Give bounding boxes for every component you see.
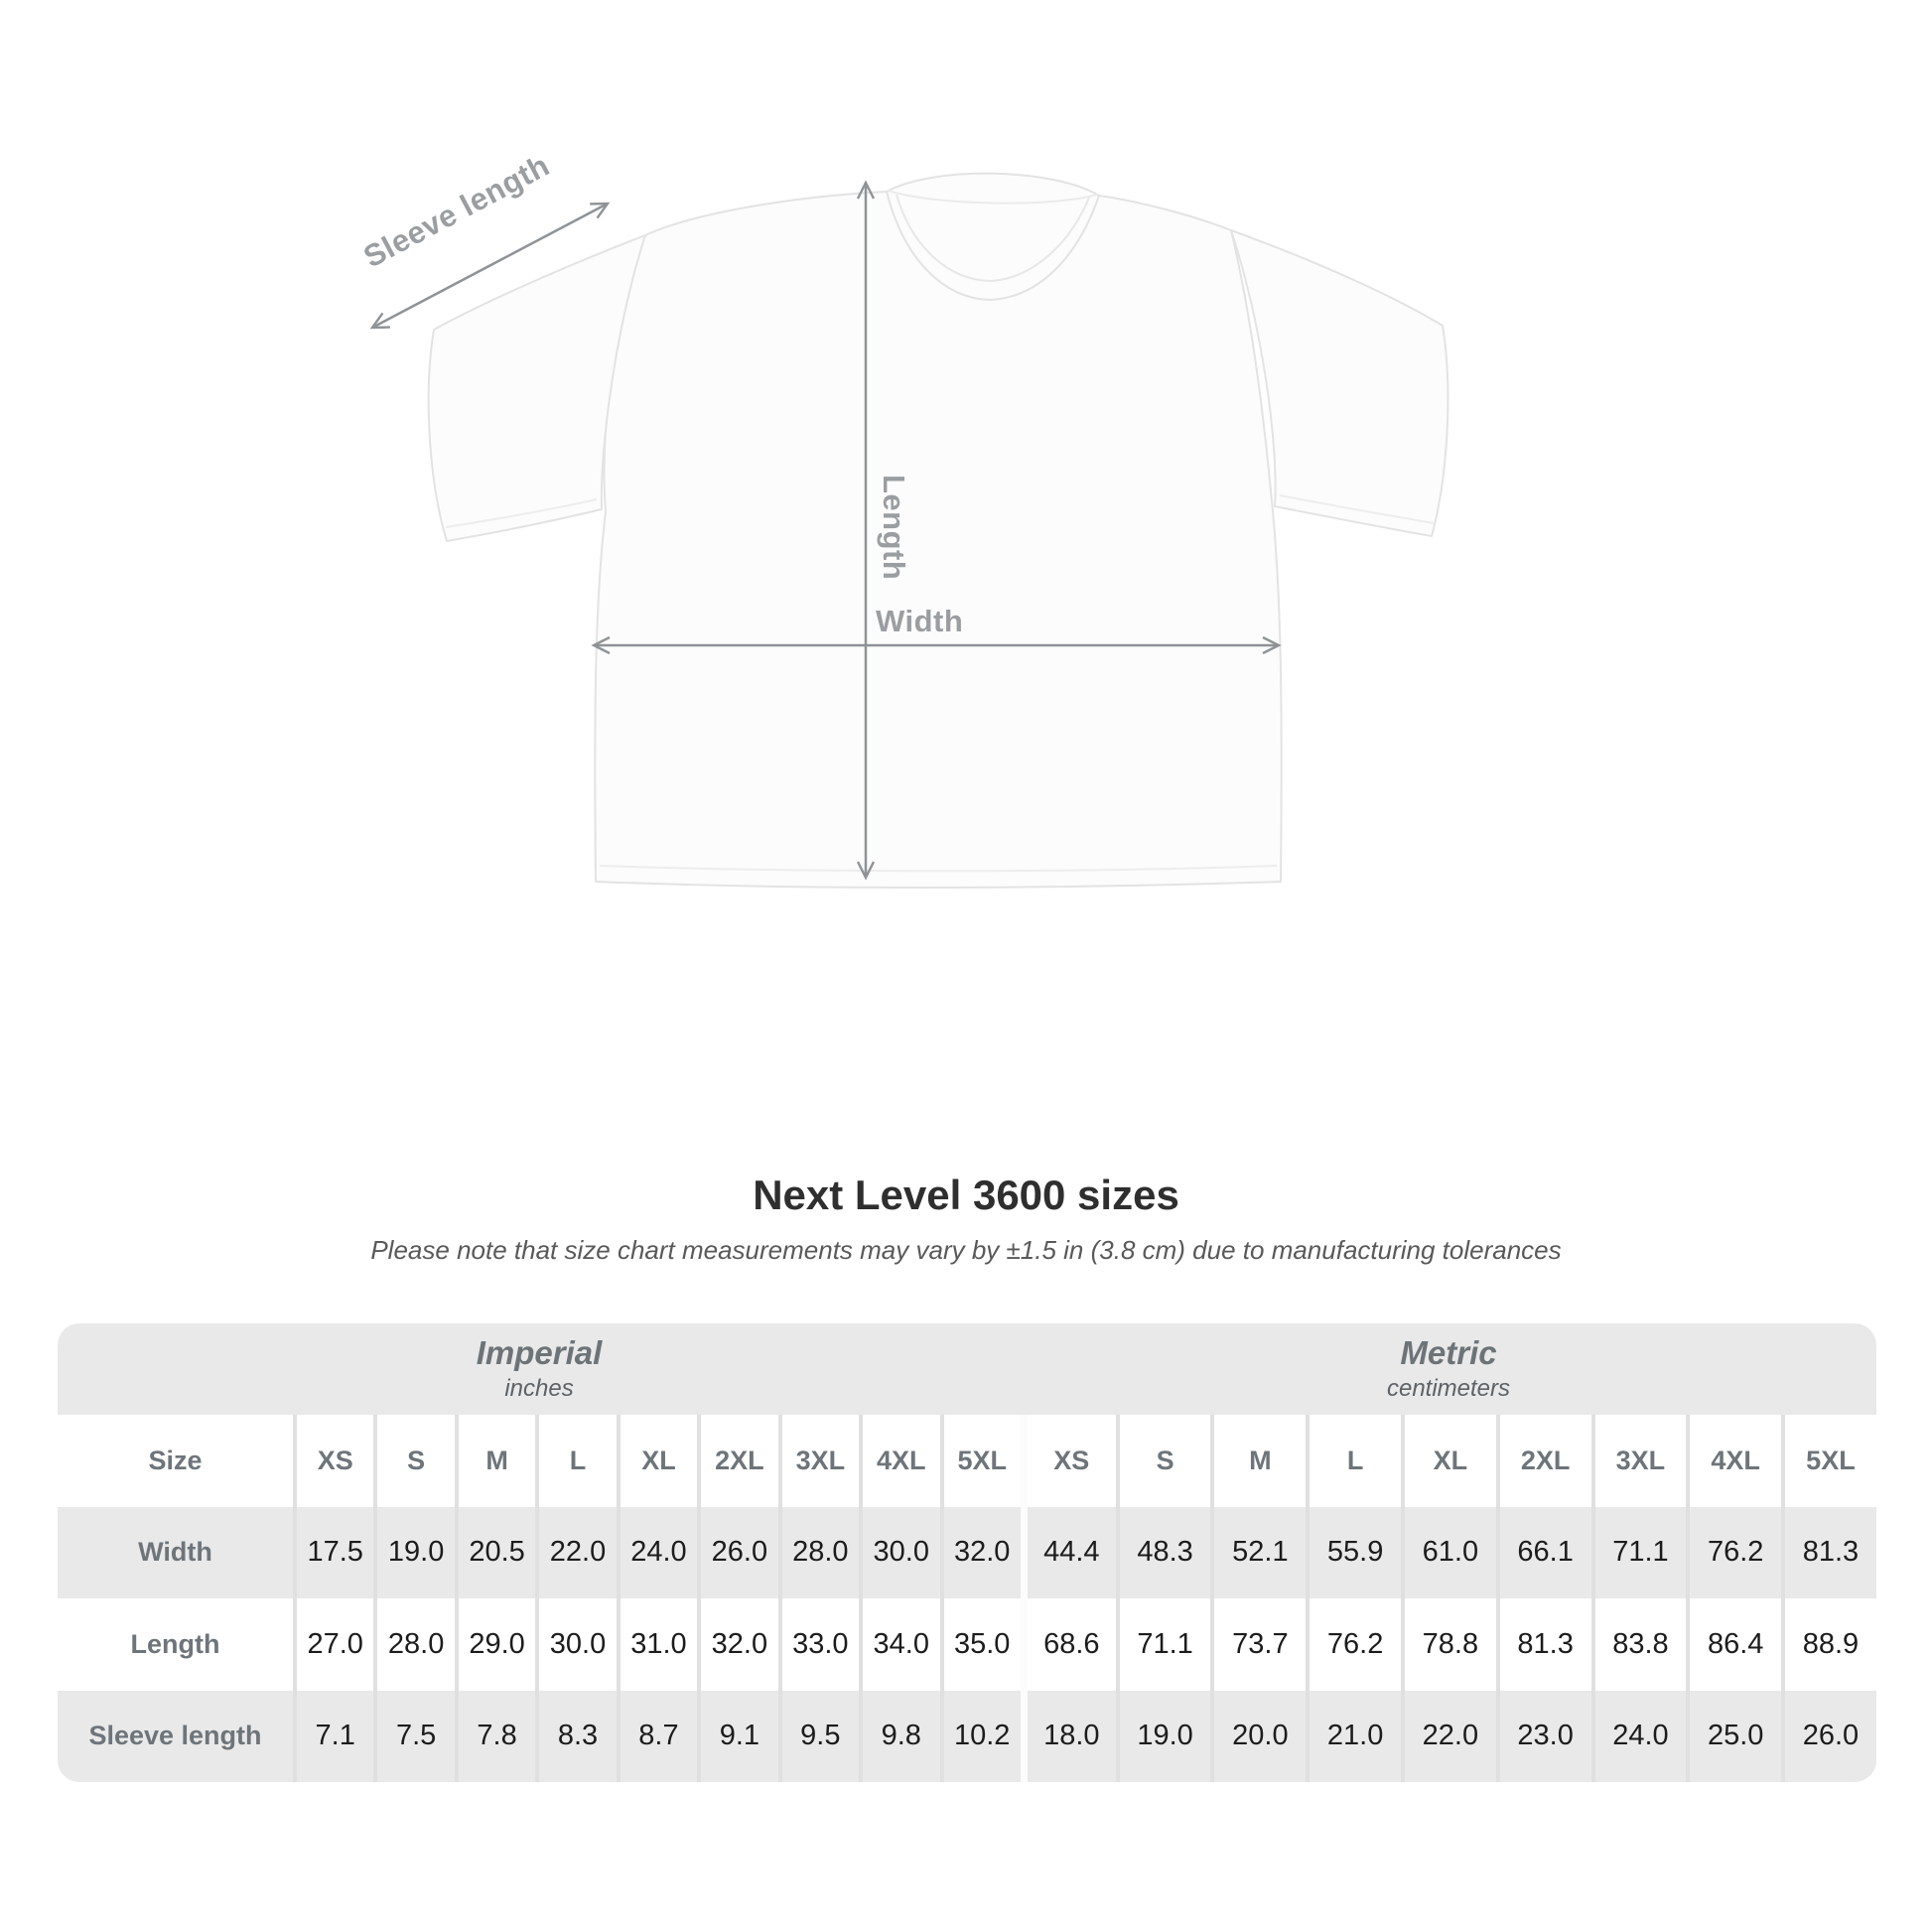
value-cell: 68.6 bbox=[1021, 1598, 1116, 1691]
page-title: Next Level 3600 sizes bbox=[753, 1172, 1179, 1218]
col-header-imperial-2XL: 2XL bbox=[697, 1415, 777, 1507]
value-cell: 20.5 bbox=[455, 1507, 535, 1599]
col-header-metric-5XL: 5XL bbox=[1781, 1415, 1876, 1507]
value-cell: 24.0 bbox=[1591, 1691, 1687, 1783]
value-cell: 66.1 bbox=[1496, 1507, 1591, 1599]
col-header-metric-XL: XL bbox=[1401, 1415, 1496, 1507]
value-cell: 73.7 bbox=[1210, 1598, 1306, 1691]
value-cell: 7.1 bbox=[293, 1691, 373, 1783]
value-cell: 88.9 bbox=[1781, 1598, 1876, 1691]
value-cell: 21.0 bbox=[1306, 1691, 1401, 1783]
unit-group-metric bbox=[1021, 1323, 1876, 1415]
value-cell: 83.8 bbox=[1591, 1598, 1687, 1691]
col-header-imperial-4XL: 4XL bbox=[859, 1415, 939, 1507]
row-label: Length bbox=[130, 1628, 220, 1659]
value-cell: 27.0 bbox=[293, 1598, 373, 1691]
row-label: Width bbox=[138, 1537, 212, 1568]
value-cell: 8.3 bbox=[535, 1691, 616, 1783]
value-cell: 20.0 bbox=[1210, 1691, 1306, 1783]
heading-block bbox=[0, 1172, 1932, 1265]
unit-band bbox=[58, 1323, 1876, 1415]
value-cell: 9.8 bbox=[859, 1691, 939, 1783]
size-table-rows bbox=[58, 1415, 1876, 1782]
sleeve-length-label: Sleeve length bbox=[357, 147, 556, 275]
value-cell: 26.0 bbox=[697, 1507, 777, 1599]
col-header-metric-XS: XS bbox=[1021, 1415, 1116, 1507]
col-header-metric-3XL: 3XL bbox=[1591, 1415, 1687, 1507]
col-header-metric-L: L bbox=[1306, 1415, 1401, 1507]
value-cell: 19.0 bbox=[1116, 1691, 1211, 1783]
col-header-imperial-XL: XL bbox=[617, 1415, 697, 1507]
imperial-title: Imperial bbox=[476, 1334, 603, 1371]
col-header-imperial-L: L bbox=[535, 1415, 616, 1507]
col-header-metric-2XL: 2XL bbox=[1496, 1415, 1591, 1507]
width-label: Width bbox=[876, 604, 964, 638]
value-cell: 7.8 bbox=[455, 1691, 535, 1783]
table-row-sleeve-length bbox=[58, 1691, 1876, 1783]
metric-title: Metric bbox=[1400, 1334, 1497, 1371]
value-cell: 48.3 bbox=[1116, 1507, 1211, 1599]
value-cell: 30.0 bbox=[535, 1598, 616, 1691]
length-label: Length bbox=[877, 475, 911, 581]
value-cell: 31.0 bbox=[617, 1598, 697, 1691]
page-subtitle: Please note that size chart measurements may vary by ±1.5 in (3.8 cm) due to manufacturing tolerances bbox=[370, 1235, 1562, 1265]
value-cell: 17.5 bbox=[293, 1507, 373, 1599]
col-header-imperial-3XL: 3XL bbox=[778, 1415, 859, 1507]
unit-group-imperial bbox=[58, 1323, 1021, 1415]
value-cell: 22.0 bbox=[535, 1507, 616, 1599]
col-header-imperial-M: M bbox=[455, 1415, 535, 1507]
col-header-imperial-XS: XS bbox=[293, 1415, 373, 1507]
metric-subtitle: centimeters bbox=[1386, 1375, 1511, 1402]
value-cell: 86.4 bbox=[1686, 1598, 1781, 1691]
value-cell: 26.0 bbox=[1781, 1691, 1876, 1783]
value-cell: 81.3 bbox=[1781, 1507, 1876, 1599]
value-cell: 30.0 bbox=[859, 1507, 939, 1599]
value-cell: 25.0 bbox=[1686, 1691, 1781, 1783]
value-cell: 7.5 bbox=[373, 1691, 454, 1783]
value-cell: 34.0 bbox=[859, 1598, 939, 1691]
value-cell: 52.1 bbox=[1210, 1507, 1306, 1599]
imperial-subtitle: inches bbox=[504, 1375, 574, 1402]
value-cell: 32.0 bbox=[697, 1598, 777, 1691]
table-header-row bbox=[58, 1415, 1876, 1507]
value-cell: 33.0 bbox=[778, 1598, 859, 1691]
value-cell: 9.5 bbox=[778, 1691, 859, 1783]
col-header-metric-M: M bbox=[1210, 1415, 1306, 1507]
value-cell: 8.7 bbox=[617, 1691, 697, 1783]
value-cell: 19.0 bbox=[373, 1507, 454, 1599]
value-cell: 28.0 bbox=[373, 1598, 454, 1691]
value-cell: 32.0 bbox=[940, 1507, 1021, 1599]
value-cell: 71.1 bbox=[1591, 1507, 1687, 1599]
value-cell: 24.0 bbox=[617, 1507, 697, 1599]
value-cell: 76.2 bbox=[1686, 1507, 1781, 1599]
value-cell: 71.1 bbox=[1116, 1598, 1211, 1691]
value-cell: 28.0 bbox=[778, 1507, 859, 1599]
value-cell: 9.1 bbox=[697, 1691, 777, 1783]
size-table bbox=[58, 1323, 1876, 1782]
row-label: Sleeve length bbox=[88, 1721, 262, 1751]
value-cell: 76.2 bbox=[1306, 1598, 1401, 1691]
col-header-imperial-S: S bbox=[373, 1415, 454, 1507]
col-header-imperial-5XL: 5XL bbox=[940, 1415, 1021, 1507]
value-cell: 10.2 bbox=[940, 1691, 1021, 1783]
col-header-metric-4XL: 4XL bbox=[1686, 1415, 1781, 1507]
table-row-length bbox=[58, 1598, 1876, 1691]
col-header-metric-S: S bbox=[1116, 1415, 1211, 1507]
value-cell: 55.9 bbox=[1306, 1507, 1401, 1599]
value-cell: 35.0 bbox=[940, 1598, 1021, 1691]
value-cell: 81.3 bbox=[1496, 1598, 1591, 1691]
size-column-header: Size bbox=[148, 1445, 203, 1475]
value-cell: 23.0 bbox=[1496, 1691, 1591, 1783]
value-cell: 22.0 bbox=[1401, 1691, 1496, 1783]
value-cell: 44.4 bbox=[1021, 1507, 1116, 1599]
value-cell: 18.0 bbox=[1021, 1691, 1116, 1783]
value-cell: 78.8 bbox=[1401, 1598, 1496, 1691]
table-row-width bbox=[58, 1507, 1876, 1599]
value-cell: 61.0 bbox=[1401, 1507, 1496, 1599]
value-cell: 29.0 bbox=[455, 1598, 535, 1691]
